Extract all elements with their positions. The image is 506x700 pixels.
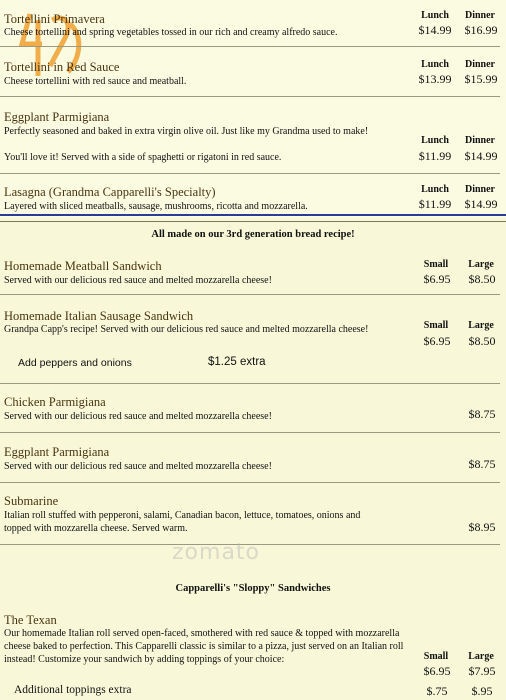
dish-description: Cheese tortellini and spring vegetables tossed in our rich and creamy alfredo sauce.	[4, 27, 338, 38]
price-label-small: Small	[423, 259, 449, 270]
sandwich-title: Eggplant Parmigiana	[4, 445, 110, 459]
dish-title: Lasagna (Grandma Capparelli's Specialty)	[4, 185, 216, 199]
sandwich-description: Served with our delicious red sauce and melted mozzarella cheese!	[4, 411, 272, 422]
dish-description-line2: You'll love it! Served with a side of spaghetti or rigatoni in red sauce.	[4, 152, 282, 163]
sandwich-title: Homemade Italian Sausage Sandwich	[4, 309, 194, 323]
price-lunch: $13.99	[418, 72, 452, 86]
addon-label: Add peppers and onions	[18, 357, 132, 369]
price-large: $8.75	[468, 407, 496, 421]
sandwich-title: Homemade Meatball Sandwich	[4, 259, 162, 273]
price-label-large: Large	[468, 320, 494, 331]
price-label-lunch: Lunch	[421, 184, 449, 195]
price-label-dinner: Dinner	[465, 59, 495, 70]
sandwich-description: Served with our delicious red sauce and melted mozzarella cheese!	[4, 461, 272, 472]
sandwich-description: Italian roll stuffed with pepperoni, salami, Canadian bacon, lettuce, tomatoes, onions and topped with mozzarella cheese. Served warm.	[4, 510, 361, 534]
dish-title: Tortellini Primavera	[4, 12, 105, 26]
divider	[0, 294, 500, 295]
divider	[0, 173, 500, 174]
sandwich-description: Served with our delicious red sauce and melted mozzarella cheese!	[4, 275, 272, 286]
sandwich-description: Grandpa Capp's recipe! Served with our delicious red sauce and melted mozzarella cheese!	[4, 324, 369, 335]
section-divider	[0, 214, 506, 216]
watermark: zomato	[172, 540, 261, 565]
price-dinner: $14.99	[464, 149, 498, 163]
price-lunch: $14.99	[418, 23, 452, 37]
price-large: $8.75	[468, 457, 496, 471]
price-small: $6.95	[423, 334, 451, 348]
sandwich-description: Our homemade Italian roll served open-faced, smothered with red sauce & topped with mozzarella cheese baked to perfection. This Capparelli classic is similar to a pizza, just served on an Italian roll instead! Customize your sandwich by adding toppings of your choice:	[4, 628, 404, 665]
price-label-dinner: Dinner	[465, 184, 495, 195]
dish-title: Eggplant Parmigiana	[4, 110, 110, 124]
dish-description: Cheese tortellini with red sauce and meatball.	[4, 76, 187, 87]
dish-description: Perfectly seasoned and baked in extra virgin olive oil. Just like my Grandma used to make!	[4, 126, 369, 137]
divider	[0, 96, 500, 97]
addon-price-small: $.75	[426, 684, 448, 698]
sandwich-title: Chicken Parmigiana	[4, 395, 106, 409]
price-small: $6.95	[423, 272, 451, 286]
price-large: $8.95	[468, 520, 496, 534]
price-large: $8.50	[468, 272, 496, 286]
price-large: $8.50	[468, 334, 496, 348]
sloppy-heading: Capparelli's "Sloppy" Sandwiches	[175, 583, 331, 594]
price-label-dinner: Dinner	[465, 135, 495, 146]
addon-price-large: $.95	[471, 684, 493, 698]
addon-label: Additional toppings extra	[14, 684, 132, 696]
bread-heading: All made on our 3rd generation bread recipe!	[151, 229, 355, 240]
divider	[0, 482, 500, 483]
price-label-lunch: Lunch	[421, 10, 449, 21]
pasta-section	[0, 0, 506, 218]
price-small: $6.95	[423, 664, 451, 678]
price-large: $7.95	[468, 664, 496, 678]
divider	[0, 432, 500, 433]
price-label-small: Small	[423, 320, 449, 331]
price-label-large: Large	[468, 259, 494, 270]
price-label-small: Small	[423, 651, 449, 662]
dish-description: Layered with sliced meatballs, sausage, mushrooms, ricotta and mozzarella.	[4, 201, 308, 212]
sandwich-title: The Texan	[4, 613, 57, 627]
price-label-lunch: Lunch	[421, 135, 449, 146]
divider	[0, 383, 500, 384]
price-dinner: $15.99	[464, 72, 498, 86]
divider	[0, 46, 500, 47]
price-lunch: $11.99	[418, 149, 452, 163]
addon-price: $1.25 extra	[208, 356, 266, 368]
price-lunch: $11.99	[418, 197, 452, 211]
dish-title: Tortellini in Red Sauce	[4, 60, 120, 74]
sandwich-title: Submarine	[4, 494, 59, 508]
divider	[0, 221, 506, 222]
price-label-dinner: Dinner	[465, 10, 495, 21]
price-label-large: Large	[468, 651, 494, 662]
price-dinner: $14.99	[464, 197, 498, 211]
price-label-lunch: Lunch	[421, 59, 449, 70]
price-dinner: $16.99	[464, 23, 498, 37]
